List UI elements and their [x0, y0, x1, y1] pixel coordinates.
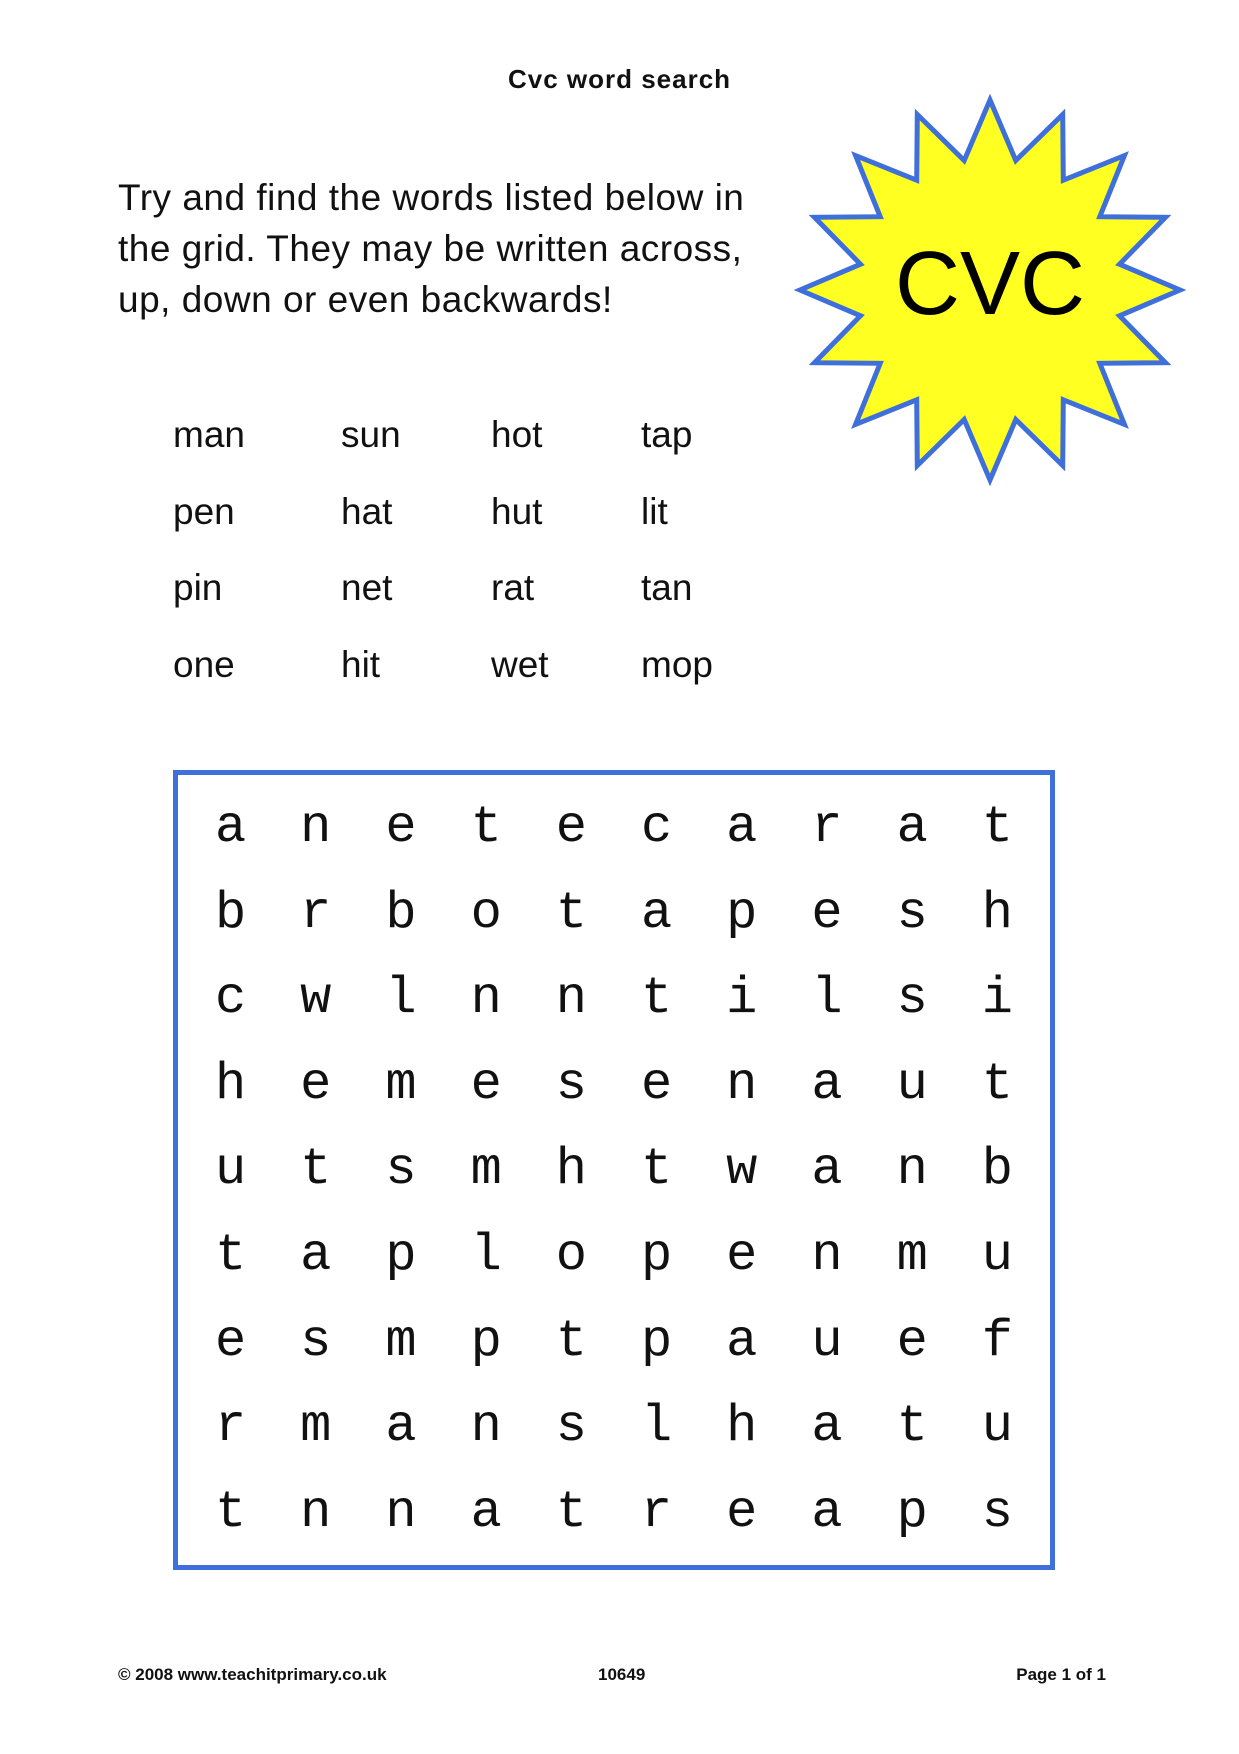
grid-cell: u — [981, 1226, 1013, 1286]
grid-cell: p — [470, 1311, 502, 1371]
grid-cell: t — [214, 1482, 247, 1542]
grid-cell: h — [555, 1140, 587, 1200]
badge-label: CVC — [894, 233, 1086, 334]
grid-cell: f — [981, 1311, 1013, 1371]
grid-cell: n — [896, 1140, 928, 1200]
grid-cell: c — [640, 798, 673, 858]
grid-cell: e — [726, 1226, 758, 1286]
grid-cell: e — [640, 1054, 673, 1114]
word-list — [173, 405, 791, 711]
grid-cell: p — [640, 1226, 673, 1286]
grid-cell: a — [811, 1054, 843, 1114]
grid-cell: s — [300, 1311, 332, 1371]
grid-cell: m — [470, 1140, 502, 1200]
grid-cell: w — [300, 969, 332, 1029]
page-title: Cvc word search — [507, 64, 732, 94]
grid-cell: m — [300, 1397, 332, 1457]
word-list-item: hat — [341, 490, 393, 532]
grid-cell: h — [214, 1054, 247, 1114]
grid-cell: l — [470, 1226, 502, 1286]
instructions-text: Try and find the words listed below in the grid. They may be written across, up, down or even backwards! — [118, 177, 745, 320]
word-search-grid — [188, 785, 1040, 1555]
grid-cell: e — [214, 1311, 247, 1371]
grid-cell: n — [385, 1482, 417, 1542]
grid-cell: l — [811, 969, 843, 1029]
grid-cell: t — [981, 798, 1013, 858]
grid-cell: b — [214, 883, 247, 943]
grid-cell: e — [300, 1054, 332, 1114]
grid-cell: n — [555, 969, 587, 1029]
grid-cell: e — [555, 798, 587, 858]
grid-cell: b — [385, 883, 417, 943]
grid-cell: m — [385, 1311, 417, 1371]
grid-cell: t — [555, 1311, 587, 1371]
word-list-item: tan — [641, 567, 693, 608]
word-list-item: net — [341, 567, 393, 608]
word-list-item: lit — [641, 490, 668, 532]
grid-cell: s — [896, 883, 928, 943]
grid-cell: t — [640, 969, 673, 1029]
word-list-item: hot — [491, 414, 543, 455]
cvc-starburst-badge — [785, 90, 1205, 490]
word-list-item: sun — [341, 414, 401, 455]
grid-cell: n — [811, 1226, 843, 1286]
grid-cell: s — [555, 1397, 587, 1457]
grid-cell: a — [811, 1140, 843, 1200]
grid-cell: a — [811, 1397, 843, 1457]
grid-cell: b — [981, 1140, 1013, 1200]
grid-cell: m — [896, 1226, 928, 1286]
grid-cell: t — [555, 883, 587, 943]
grid-cell: o — [555, 1226, 587, 1286]
grid-cell: p — [896, 1482, 928, 1542]
grid-cell: t — [981, 1054, 1013, 1114]
word-list-item: pen — [173, 490, 235, 532]
grid-cell: w — [726, 1140, 758, 1200]
grid-cell: t — [214, 1226, 247, 1286]
grid-cell: n — [726, 1054, 758, 1114]
grid-cell: a — [640, 883, 673, 943]
grid-cell: e — [896, 1311, 928, 1371]
word-list-item: pin — [173, 567, 223, 608]
grid-cell: u — [214, 1140, 247, 1200]
grid-cell: m — [385, 1054, 417, 1114]
word-list-item: hit — [341, 643, 381, 685]
grid-cell: u — [896, 1054, 928, 1114]
grid-cell: n — [470, 1397, 502, 1457]
grid-cell: s — [385, 1140, 417, 1200]
word-list-item: hut — [491, 490, 543, 532]
grid-cell: h — [726, 1397, 758, 1457]
grid-cell: r — [214, 1397, 247, 1457]
grid-cell: e — [726, 1482, 758, 1542]
grid-cell: a — [726, 798, 758, 858]
grid-cell: n — [470, 969, 502, 1029]
grid-cell: t — [640, 1140, 673, 1200]
grid-cell: l — [385, 969, 417, 1029]
word-search-grid-frame — [173, 770, 1055, 1570]
grid-cell: r — [811, 798, 843, 858]
grid-cell: s — [555, 1054, 587, 1114]
word-list-item: tap — [641, 414, 693, 455]
grid-cell: a — [811, 1482, 843, 1542]
grid-cell: t — [470, 798, 502, 858]
grid-cell: u — [981, 1397, 1013, 1457]
grid-cell: i — [981, 969, 1013, 1029]
word-list-item: mop — [641, 643, 713, 685]
grid-cell: s — [896, 969, 928, 1029]
grid-cell: p — [726, 883, 758, 943]
grid-cell: c — [214, 969, 247, 1029]
grid-cell: p — [640, 1311, 673, 1371]
grid-cell: t — [896, 1397, 928, 1457]
grid-cell: s — [981, 1482, 1013, 1542]
grid-cell: e — [385, 798, 417, 858]
grid-cell: h — [981, 883, 1013, 943]
footer-page: Page 1 of 1 — [1016, 1665, 1106, 1684]
grid-cell: a — [300, 1226, 332, 1286]
grid-cell: l — [640, 1397, 673, 1457]
grid-cell: n — [300, 1482, 332, 1542]
grid-cell: t — [555, 1482, 587, 1542]
grid-cell: e — [470, 1054, 502, 1114]
grid-cell: p — [385, 1226, 417, 1286]
grid-cell: n — [300, 798, 332, 858]
grid-cell: r — [640, 1482, 673, 1542]
word-list-item: one — [173, 643, 235, 685]
footer-copyright: © 2008 www.teachitprimary.co.uk — [118, 1665, 387, 1684]
grid-cell: a — [470, 1482, 502, 1542]
grid-cell: a — [726, 1311, 758, 1371]
grid-cell: e — [811, 883, 843, 943]
grid-cell: a — [214, 798, 247, 858]
grid-cell: u — [811, 1311, 843, 1371]
footer-code: 10649 — [598, 1665, 646, 1684]
word-list-item: wet — [491, 643, 549, 685]
grid-cell: i — [726, 969, 758, 1029]
grid-cell: a — [896, 798, 928, 858]
word-list-item: man — [173, 414, 245, 455]
grid-cell: o — [470, 883, 502, 943]
word-list-item: rat — [491, 567, 535, 608]
grid-cell: r — [300, 883, 332, 943]
grid-cell: t — [300, 1140, 332, 1200]
grid-cell: a — [385, 1397, 417, 1457]
